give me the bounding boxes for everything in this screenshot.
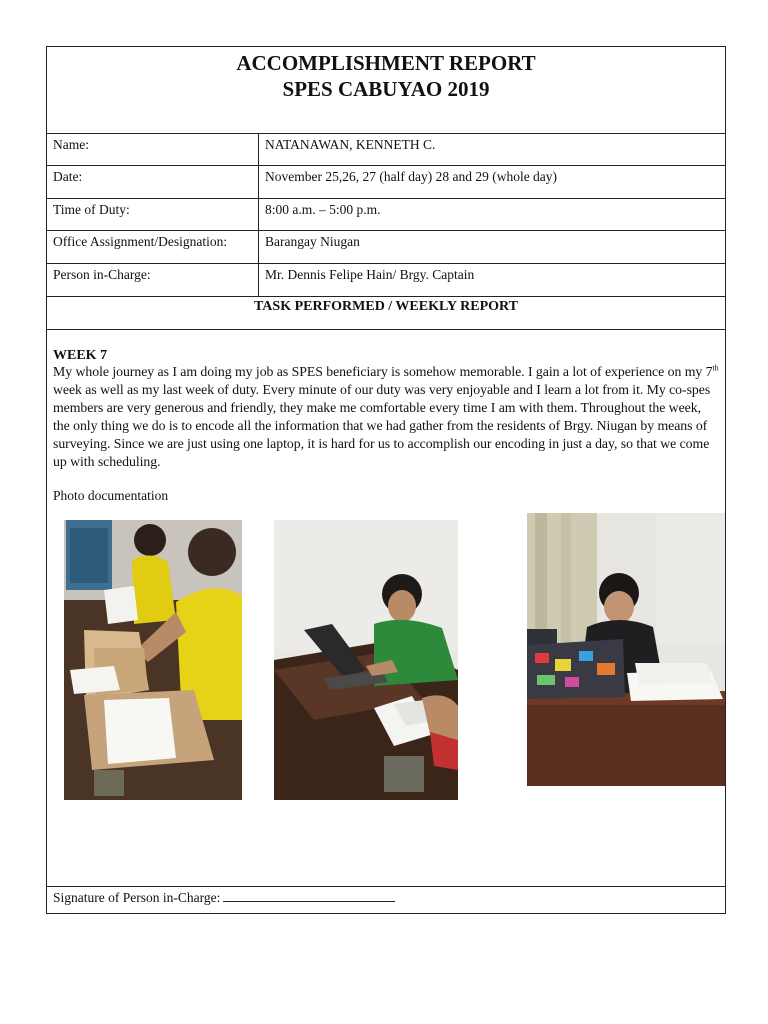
- column-divider: [258, 264, 259, 296]
- week-heading: WEEK 7: [53, 348, 108, 363]
- info-row-office: [47, 230, 725, 263]
- info-value-time: 8:00 a.m. – 5:00 p.m.: [265, 202, 381, 217]
- column-divider: [258, 134, 259, 166]
- photo-sorting-papers: [64, 520, 242, 800]
- signature-line[interactable]: [223, 889, 395, 902]
- signature-label: Signature of Person in-Charge:: [53, 890, 221, 905]
- info-row-date: [47, 165, 725, 198]
- column-divider: [258, 166, 259, 198]
- info-value-person: Mr. Dennis Felipe Hain/ Brgy. Captain: [265, 267, 475, 282]
- column-divider: [258, 231, 259, 263]
- report-subtitle: SPES CABUYAO 2019: [282, 77, 490, 101]
- info-label: Name:: [53, 137, 89, 152]
- info-row-time: [47, 198, 725, 231]
- info-label: Date:: [53, 169, 83, 184]
- report-title-block: [47, 47, 725, 133]
- info-row-person: [47, 263, 725, 296]
- info-row-name: [47, 133, 725, 166]
- info-label: Office Assignment/Designation:: [53, 234, 228, 249]
- photo-stickered-laptop: [527, 513, 725, 786]
- accomplishment-report: [46, 46, 726, 914]
- report-title: ACCOMPLISHMENT REPORT: [236, 51, 536, 75]
- photo-laptop-encoding: [274, 520, 458, 800]
- info-value-date: November 25,26, 27 (half day) 28 and 29 (whole day): [265, 169, 558, 184]
- info-label: Person in-Charge:: [53, 267, 151, 282]
- report-body: [47, 329, 725, 886]
- photo-documentation-label: Photo documentation: [53, 488, 169, 503]
- info-value-office: Barangay Niugan: [265, 234, 360, 249]
- report-paragraph: My whole journey as I am doing my job as SPES beneficiary is somehow memorable. I gain a lot of experience on my 7th week as well as my last week of duty. Every minute of our duty was very enjoyable and I learn a lot from it. My co-spes members are very generous and friendly, they make me comfortable every time I am with them. Throughout the week, the only thing we do is to encode all the information that we had gather from the residents of Brgy. Niugan by means of surveying. Since we are just using one laptop, it is hard for us to accomplish our encoding in just a day, so that we come up with scheduling.: [53, 363, 719, 469]
- info-value-name: NATANAWAN, KENNETH C.: [265, 137, 436, 152]
- info-label: Time of Duty:: [53, 202, 130, 217]
- column-divider: [258, 199, 259, 231]
- signature-row: [47, 886, 725, 915]
- task-heading: TASK PERFORMED / WEEKLY REPORT: [47, 296, 725, 329]
